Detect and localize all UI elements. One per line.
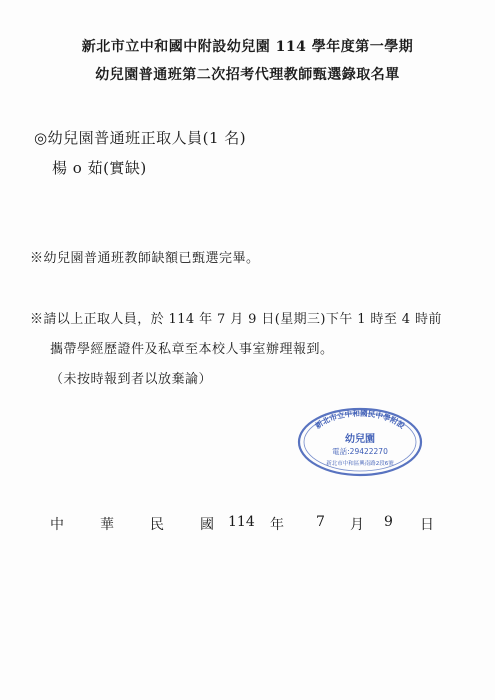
stamp-phone-text: 電話:29422270	[332, 447, 388, 456]
stamp-top-text: 新北市立中和國民中學附設	[313, 408, 407, 431]
official-seal-stamp	[296, 406, 424, 478]
date-char-zhong: 中	[50, 517, 64, 533]
document-title-line-1: 新北市立中和國中附設幼兒園 114 學年度第一學期	[81, 39, 414, 55]
note-quota-filled: ※幼兒園普通班教師缺額已甄選完畢。	[30, 251, 260, 266]
date-year: 114	[228, 514, 255, 530]
date-month: 7	[316, 514, 325, 530]
admitted-candidate-name: 楊 o 茹(實缺)	[52, 159, 147, 177]
date-char-hua: 華	[100, 517, 114, 533]
note-report-instruction-continued: 攜帶學經歷證件及私章至本校人事室辦理報到。	[50, 342, 334, 357]
date-day-unit: 日	[420, 517, 434, 533]
date-month-unit: 月	[350, 517, 364, 533]
note-report-instruction: ※請以上正取人員，於 114 年 7 月 9 日(星期三)下午 1 時至 4 時前	[30, 312, 442, 327]
stamp-center-text: 幼兒園	[345, 434, 375, 445]
document-title-line-2: 幼兒園普通班第二次招考代理教師甄選錄取名單	[95, 67, 400, 83]
date-year-unit: 年	[270, 517, 284, 533]
section-heading-admitted: ◎幼兒園普通班正取人員(1 名)	[34, 129, 247, 147]
svg-text:新北市立中和國民中學附設	[313, 408, 408, 431]
date-day: 9	[384, 514, 393, 530]
note-forfeit-warning: （未按時報到者以放棄論）	[50, 372, 213, 387]
date-char-guo: 國	[200, 517, 214, 533]
date-char-min: 民	[150, 517, 164, 533]
stamp-bottom-text: 新北市中和區興南路2段6號	[326, 461, 394, 467]
